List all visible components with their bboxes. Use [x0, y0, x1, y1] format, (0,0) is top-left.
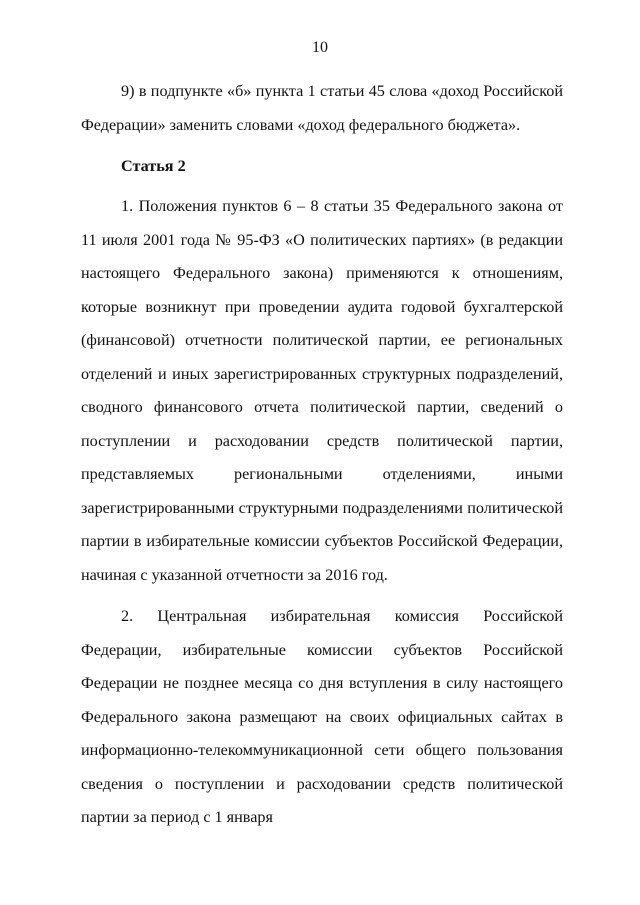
paragraph-item-9: 9) в подпункте «б» пункта 1 статьи 45 слова «доход Российской Федерации» заменить словами «доход федерального бюджета». — [81, 82, 563, 134]
paragraph-point-1: 1. Положения пунктов 6 – 8 статьи 35 Федерального закона от 11 июля 2001 года № 95-ФЗ «О политических партиях» (в редакции настоящего Федерального закона) применяются к отношениям, которые возникнут при проведении аудита годовой бухгалтерской (финансовой) отчетности политической партии, ее региональных отделений и иных зарегистрированных структурных подразделений, сводного финансового отчета политической партии, сведений о поступлении и расходовании средств политической партии, представляемых региональными отделениями, иными зарегистрированными структурными подразделениями политической партии в избирательные комиссии субъектов Российской Федерации, начиная с указанной отчетности за 2016 год. — [81, 197, 563, 584]
article-heading: Статья 2 — [121, 157, 186, 175]
page-number: 10 — [312, 39, 328, 56]
paragraph-point-2: 2. Центральная избирательная комиссия Российской Федерации, избирательные комиссии субъектов Российской Федерации не позднее месяца со дня вступления в силу настоящего Федерального закона размещают на своих официальных сайтах в информационно-телекоммуникационной сети общего пользования сведения о поступлении и расходовании средств политической партии за период с 1 января — [81, 607, 563, 826]
document-body — [81, 75, 563, 835]
